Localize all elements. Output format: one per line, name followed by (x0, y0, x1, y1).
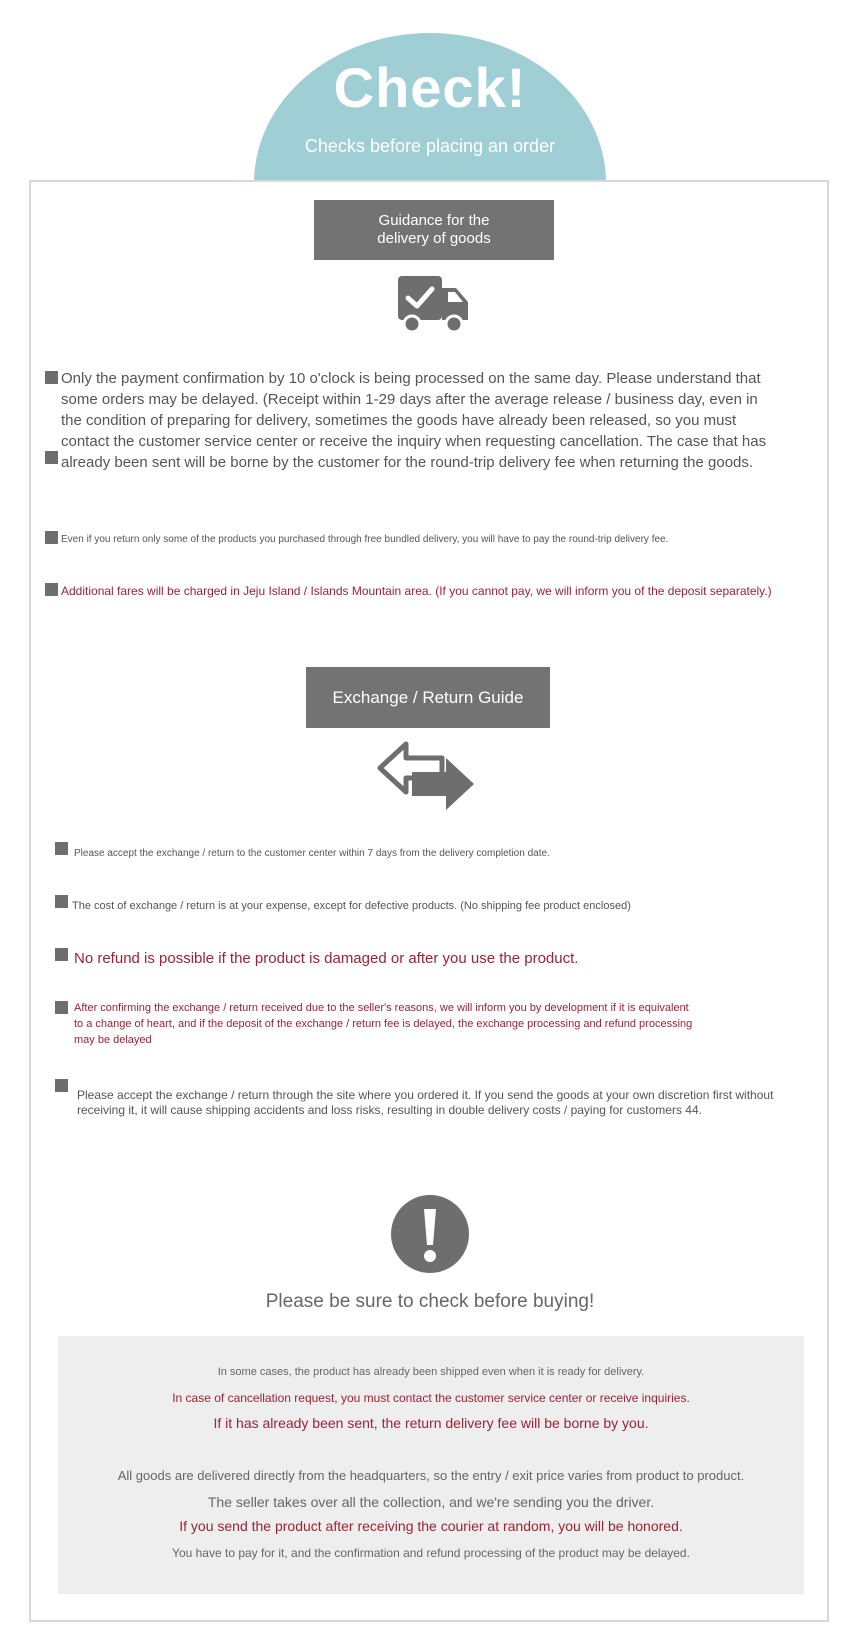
delivery-heading-line1: Guidance for the (378, 212, 490, 229)
delivery-item-2: Even if you return only some of the products you purchased through free bundled delivery, you will have to pay the round-trip delivery fee. (61, 534, 669, 545)
exchange-section-heading: Exchange / Return Guide (306, 667, 550, 728)
exchange-arrows-icon (376, 740, 478, 812)
delivery-heading-line2: delivery of goods (377, 230, 491, 247)
notice-line-7: You have to pay for it, and the confirmation and refund processing of the product may be delayed. (172, 1546, 690, 1560)
delivery-item-1: Only the payment confirmation by 10 o'clock is being processed on the same day. Please understand that some orders may be delayed. (Receipt within 1-29 days after the average release / business day, even in the condition of preparing for delivery, sometimes the goods have already been released, so you must contact the customer service center or receive the inquiry when requesting cancellation. The case that has already been sent will be borne by the customer for the round-trip delivery fee when returning the goods. (61, 370, 767, 471)
bullet-square (55, 1079, 68, 1092)
exchange-item-3: No refund is possible if the product is damaged or after you use the product. (74, 950, 579, 967)
notice-line-5: The seller takes over all the collection, and we're sending you the driver. (207, 1494, 655, 1510)
bullet-square (45, 451, 58, 464)
delivery-item-3: Additional fares will be charged in Jeju Island / Islands Mountain area. (If you cannot pay, we will inform you of the deposit separately.) (61, 584, 772, 598)
notice-line-6: If you send the product after receiving the courier at random, you will be honored. (179, 1518, 683, 1534)
notice-heading: Please be sure to check before buying! (265, 1291, 595, 1312)
delivery-truck-check-icon (396, 274, 472, 336)
bullet-square (45, 371, 58, 384)
exclamation-icon (391, 1195, 469, 1273)
notice-line-3: If it has already been sent, the return delivery fee will be borne by you. (213, 1415, 649, 1431)
page-title: Check! (333, 56, 527, 119)
exchange-item-5: Please accept the exchange / return through the site where you ordered it. If you send the goods at your own discretion first without receiving it, it will cause shipping accidents and loss risks, resulting in double delivery costs / paying for customers 44. (77, 1088, 774, 1117)
exchange-item-2: The cost of exchange / return is at your expense, except for defective products. (No shipping fee product enclosed) (72, 900, 631, 912)
exchange-item-1: Please accept the exchange / return to the customer center within 7 days from the delivery completion date. (74, 848, 550, 859)
notice-line-4: All goods are delivered directly from the headquarters, so the entry / exit price varies from product to product. (117, 1468, 745, 1483)
delivery-section-heading (314, 200, 554, 260)
notice-line-2: In case of cancellation request, you must contact the customer service center or receive inquiries. (172, 1391, 690, 1405)
bullet-square (45, 531, 58, 544)
bullet-square (55, 948, 68, 961)
bullet-square (55, 842, 68, 855)
bullet-square (55, 895, 68, 908)
bullet-square (45, 583, 58, 596)
exchange-item-4: After confirming the exchange / return received due to the seller's reasons, we will inform you by development if it is equivalent to a change of heart, and if the deposit of the exchange / return fee is delayed, the exchange processing and refund processing may be delayed (74, 1002, 693, 1046)
notice-line-1: In some cases, the product has already been shipped even when it is ready for delivery. (217, 1366, 645, 1378)
page-subtitle: Checks before placing an order (304, 136, 556, 156)
bullet-square (55, 1001, 68, 1014)
